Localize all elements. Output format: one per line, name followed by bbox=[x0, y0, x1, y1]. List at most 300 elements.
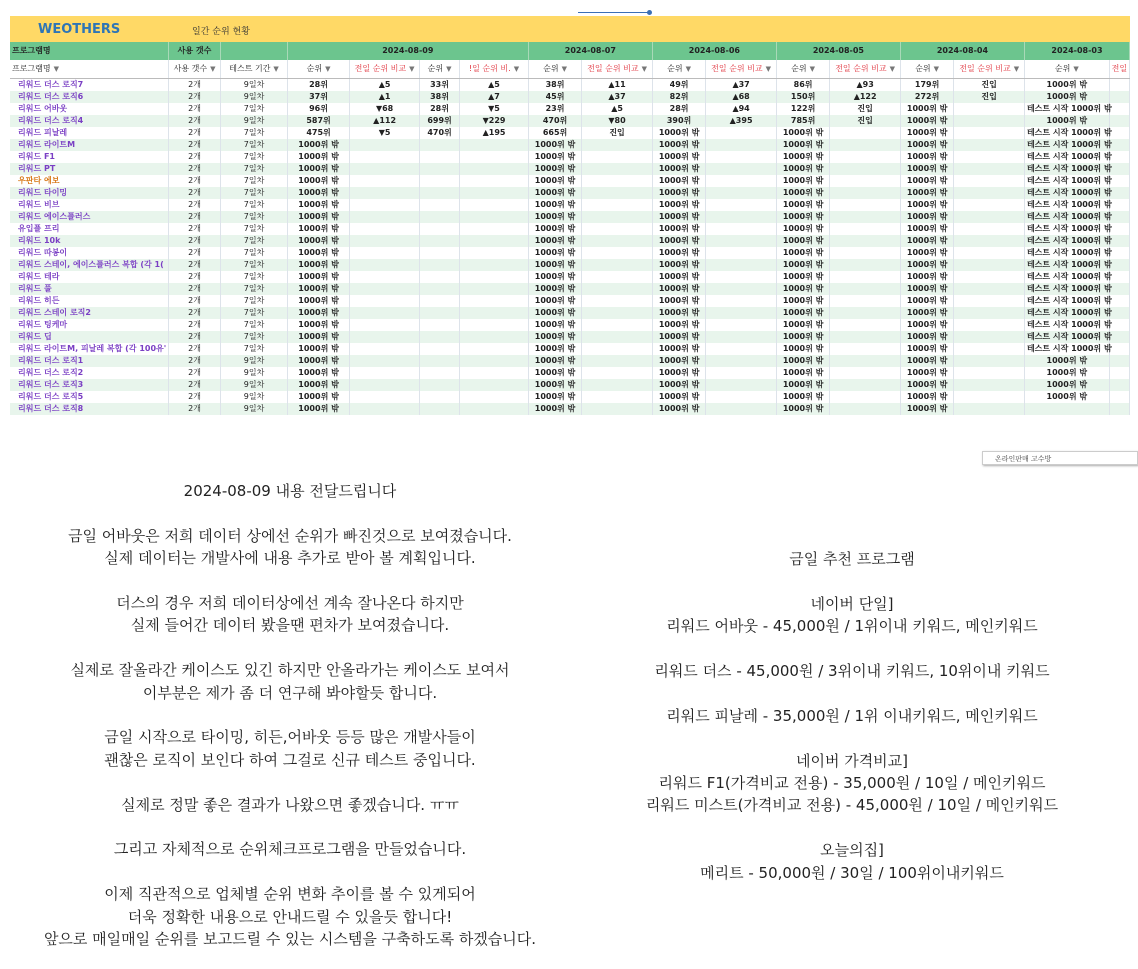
filter-dropdown-icon[interactable]: ▼ bbox=[446, 65, 452, 73]
program-name-cell[interactable]: 리워드 타이밍 bbox=[10, 187, 168, 199]
table-cell[interactable] bbox=[706, 331, 777, 343]
table-cell[interactable] bbox=[460, 343, 529, 355]
table-cell[interactable] bbox=[954, 367, 1025, 379]
table-cell[interactable] bbox=[460, 307, 529, 319]
table-cell[interactable] bbox=[350, 403, 420, 415]
filter-dropdown-icon[interactable]: ▼ bbox=[685, 65, 691, 73]
table-cell[interactable] bbox=[954, 283, 1025, 295]
program-name-cell[interactable]: 리워드 더스 로직5 bbox=[10, 391, 168, 403]
program-name-cell[interactable]: 우판타 에보 bbox=[10, 175, 168, 187]
table-cell[interactable] bbox=[830, 271, 901, 283]
table-cell[interactable] bbox=[419, 367, 459, 379]
table-cell[interactable] bbox=[706, 403, 777, 415]
table-cell[interactable]: 테스트 시작 1000위 밖 bbox=[1024, 151, 1109, 163]
table-cell[interactable]: 1000위 밖 bbox=[900, 163, 953, 175]
table-cell[interactable]: 1000위 밖 bbox=[652, 223, 705, 235]
table-cell[interactable] bbox=[419, 331, 459, 343]
table-cell[interactable]: 1000위 밖 bbox=[652, 151, 705, 163]
table-cell[interactable]: 1000위 밖 bbox=[528, 163, 581, 175]
table-cell[interactable] bbox=[1109, 103, 1129, 115]
table-cell[interactable]: 1000위 밖 bbox=[652, 175, 705, 187]
table-cell[interactable] bbox=[1109, 79, 1129, 92]
table-cell[interactable]: 82위 bbox=[652, 91, 705, 103]
table-cell[interactable]: ▲5 bbox=[582, 103, 653, 115]
table-cell[interactable] bbox=[419, 379, 459, 391]
table-cell[interactable]: 2개 bbox=[168, 79, 220, 92]
table-cell[interactable]: 테스트 시작 1000위 밖 bbox=[1024, 307, 1109, 319]
table-cell[interactable]: 1000위 밖 bbox=[652, 187, 705, 199]
table-cell[interactable]: 1000위 밖 bbox=[1024, 91, 1109, 103]
table-cell[interactable] bbox=[582, 163, 653, 175]
table-cell[interactable]: 1000위 밖 bbox=[776, 223, 829, 235]
table-cell[interactable]: 테스트 시작 1000위 밖 bbox=[1024, 247, 1109, 259]
table-cell[interactable] bbox=[419, 391, 459, 403]
table-cell[interactable]: 7일차 bbox=[221, 151, 288, 163]
table-cell[interactable]: 1000위 밖 bbox=[287, 211, 350, 223]
table-cell[interactable]: 1000위 밖 bbox=[900, 403, 953, 415]
table-cell[interactable]: 1000위 밖 bbox=[776, 187, 829, 199]
table-cell[interactable]: 1000위 밖 bbox=[900, 139, 953, 151]
table-cell[interactable] bbox=[419, 403, 459, 415]
filter-dropdown-icon[interactable]: ▼ bbox=[53, 65, 60, 73]
table-cell[interactable]: 1000위 밖 bbox=[1024, 115, 1109, 127]
table-cell[interactable]: 1000위 밖 bbox=[287, 343, 350, 355]
table-cell[interactable]: 2개 bbox=[168, 307, 220, 319]
column-header[interactable] bbox=[528, 60, 581, 79]
table-cell[interactable]: 1000위 밖 bbox=[900, 187, 953, 199]
table-cell[interactable]: 1000위 밖 bbox=[287, 355, 350, 367]
table-cell[interactable] bbox=[582, 175, 653, 187]
filter-dropdown-icon[interactable]: ▼ bbox=[561, 65, 567, 73]
table-cell[interactable] bbox=[954, 115, 1025, 127]
table-cell[interactable] bbox=[706, 139, 777, 151]
table-cell[interactable]: 테스트 시작 1000위 밖 bbox=[1024, 199, 1109, 211]
table-cell[interactable] bbox=[460, 199, 529, 211]
table-cell[interactable] bbox=[582, 379, 653, 391]
table-cell[interactable]: 1000위 밖 bbox=[528, 295, 581, 307]
table-cell[interactable]: 28위 bbox=[419, 103, 459, 115]
table-cell[interactable]: 1000위 밖 bbox=[652, 295, 705, 307]
table-cell[interactable]: 2개 bbox=[168, 127, 220, 139]
program-name-cell[interactable]: 리워드 라이트M, 피날레 복합 (각 100유' bbox=[10, 343, 168, 355]
table-cell[interactable]: 1000위 밖 bbox=[900, 127, 953, 139]
table-cell[interactable]: 1000위 밖 bbox=[652, 367, 705, 379]
program-name-cell[interactable]: 리워드 더스 로직1 bbox=[10, 355, 168, 367]
table-cell[interactable] bbox=[706, 127, 777, 139]
table-cell[interactable]: 1000위 밖 bbox=[776, 319, 829, 331]
table-cell[interactable] bbox=[460, 391, 529, 403]
table-cell[interactable] bbox=[460, 139, 529, 151]
table-cell[interactable]: 1000위 밖 bbox=[776, 391, 829, 403]
program-name-cell[interactable]: 리워드 피날레 bbox=[10, 127, 168, 139]
table-cell[interactable] bbox=[954, 355, 1025, 367]
table-cell[interactable]: ▲7 bbox=[460, 91, 529, 103]
table-cell[interactable]: 33위 bbox=[419, 79, 459, 92]
program-name-cell[interactable]: 리워드 비브 bbox=[10, 199, 168, 211]
table-cell[interactable]: ▲68 bbox=[706, 91, 777, 103]
filter-dropdown-icon[interactable]: ▼ bbox=[641, 65, 647, 73]
table-cell[interactable]: 1000위 밖 bbox=[652, 307, 705, 319]
table-cell[interactable]: 1000위 밖 bbox=[528, 151, 581, 163]
table-cell[interactable] bbox=[582, 151, 653, 163]
table-cell[interactable] bbox=[954, 211, 1025, 223]
table-cell[interactable]: 1000위 밖 bbox=[900, 283, 953, 295]
program-name-cell[interactable]: 리워드 라이트M bbox=[10, 139, 168, 151]
table-cell[interactable] bbox=[954, 127, 1025, 139]
filter-dropdown-icon[interactable]: ▼ bbox=[933, 65, 940, 73]
table-cell[interactable] bbox=[706, 343, 777, 355]
table-cell[interactable]: 2개 bbox=[168, 331, 220, 343]
table-cell[interactable] bbox=[830, 151, 901, 163]
table-cell[interactable]: 390위 bbox=[652, 115, 705, 127]
table-cell[interactable]: 7일차 bbox=[221, 283, 288, 295]
table-cell[interactable]: 1000위 밖 bbox=[652, 139, 705, 151]
table-cell[interactable]: 1000위 밖 bbox=[652, 355, 705, 367]
table-cell[interactable] bbox=[830, 163, 901, 175]
table-cell[interactable]: 테스트 시작 1000위 밖 bbox=[1024, 175, 1109, 187]
program-name-cell[interactable]: 리워드 F1 bbox=[10, 151, 168, 163]
table-cell[interactable]: 테스트 시작 1000위 밖 bbox=[1024, 235, 1109, 247]
table-cell[interactable] bbox=[830, 367, 901, 379]
program-name-cell[interactable]: 리워드 더스 로직4 bbox=[10, 115, 168, 127]
table-cell[interactable] bbox=[1109, 199, 1129, 211]
table-cell[interactable] bbox=[1109, 127, 1129, 139]
table-cell[interactable]: 1000위 밖 bbox=[776, 355, 829, 367]
table-cell[interactable]: 테스트 시작 1000위 밖 bbox=[1024, 127, 1109, 139]
table-cell[interactable] bbox=[830, 235, 901, 247]
table-cell[interactable] bbox=[582, 391, 653, 403]
table-cell[interactable]: 1000위 밖 bbox=[287, 187, 350, 199]
table-cell[interactable] bbox=[830, 175, 901, 187]
table-cell[interactable] bbox=[350, 295, 420, 307]
table-cell[interactable] bbox=[460, 247, 529, 259]
table-cell[interactable]: ▲37 bbox=[706, 79, 777, 92]
table-cell[interactable]: 1000위 밖 bbox=[287, 271, 350, 283]
table-cell[interactable] bbox=[954, 247, 1025, 259]
table-cell[interactable]: 7일차 bbox=[221, 319, 288, 331]
table-cell[interactable]: ▼229 bbox=[460, 115, 529, 127]
table-cell[interactable] bbox=[460, 259, 529, 271]
column-header[interactable] bbox=[900, 60, 953, 79]
table-cell[interactable]: 1000위 밖 bbox=[652, 319, 705, 331]
table-cell[interactable] bbox=[954, 295, 1025, 307]
table-cell[interactable]: ▲94 bbox=[706, 103, 777, 115]
table-cell[interactable]: 1000위 밖 bbox=[528, 283, 581, 295]
table-cell[interactable] bbox=[706, 295, 777, 307]
table-cell[interactable]: 7일차 bbox=[221, 103, 288, 115]
table-cell[interactable]: 1000위 밖 bbox=[776, 331, 829, 343]
table-cell[interactable]: 테스트 시작 1000위 밖 bbox=[1024, 271, 1109, 283]
table-cell[interactable]: 7일차 bbox=[221, 307, 288, 319]
table-cell[interactable] bbox=[830, 379, 901, 391]
table-cell[interactable] bbox=[582, 247, 653, 259]
table-cell[interactable] bbox=[1109, 307, 1129, 319]
table-cell[interactable] bbox=[830, 223, 901, 235]
table-cell[interactable]: 9일차 bbox=[221, 91, 288, 103]
table-cell[interactable]: 테스트 시작 1000위 밖 bbox=[1024, 331, 1109, 343]
table-cell[interactable]: 38위 bbox=[419, 91, 459, 103]
table-cell[interactable]: 2개 bbox=[168, 319, 220, 331]
program-name-cell[interactable]: 리워드 PT bbox=[10, 163, 168, 175]
table-cell[interactable] bbox=[582, 223, 653, 235]
table-cell[interactable]: 2개 bbox=[168, 367, 220, 379]
program-name-cell[interactable]: 유입플 프리 bbox=[10, 223, 168, 235]
table-cell[interactable] bbox=[830, 211, 901, 223]
table-cell[interactable] bbox=[954, 175, 1025, 187]
table-cell[interactable]: 1000위 밖 bbox=[900, 247, 953, 259]
table-cell[interactable] bbox=[1109, 139, 1129, 151]
table-cell[interactable]: 2개 bbox=[168, 343, 220, 355]
table-cell[interactable]: 272위 bbox=[900, 91, 953, 103]
table-cell[interactable]: 1000위 밖 bbox=[287, 283, 350, 295]
table-cell[interactable] bbox=[830, 139, 901, 151]
table-cell[interactable] bbox=[830, 187, 901, 199]
table-cell[interactable] bbox=[419, 175, 459, 187]
column-header[interactable] bbox=[954, 60, 1025, 79]
table-cell[interactable]: 테스트 시작 1000위 밖 bbox=[1024, 223, 1109, 235]
table-cell[interactable] bbox=[419, 271, 459, 283]
table-cell[interactable] bbox=[350, 235, 420, 247]
table-cell[interactable]: 7일차 bbox=[221, 223, 288, 235]
table-cell[interactable] bbox=[954, 223, 1025, 235]
table-cell[interactable]: 1000위 밖 bbox=[776, 295, 829, 307]
program-name-cell[interactable]: 리워드 스테이 로직2 bbox=[10, 307, 168, 319]
table-cell[interactable]: 1000위 밖 bbox=[287, 163, 350, 175]
table-cell[interactable] bbox=[582, 259, 653, 271]
table-cell[interactable] bbox=[582, 367, 653, 379]
table-cell[interactable] bbox=[706, 319, 777, 331]
column-header[interactable] bbox=[582, 60, 653, 79]
table-cell[interactable] bbox=[350, 391, 420, 403]
table-cell[interactable]: ▲93 bbox=[830, 79, 901, 92]
table-cell[interactable]: 28위 bbox=[652, 103, 705, 115]
filter-dropdown-icon[interactable]: ▼ bbox=[1073, 65, 1079, 73]
table-cell[interactable]: 1000위 밖 bbox=[652, 127, 705, 139]
table-cell[interactable]: 7일차 bbox=[221, 331, 288, 343]
table-cell[interactable]: 587위 bbox=[287, 115, 350, 127]
table-cell[interactable] bbox=[460, 403, 529, 415]
table-cell[interactable] bbox=[954, 199, 1025, 211]
table-cell[interactable]: 1000위 밖 bbox=[652, 259, 705, 271]
table-cell[interactable]: 2개 bbox=[168, 259, 220, 271]
table-cell[interactable]: 2개 bbox=[168, 379, 220, 391]
table-cell[interactable]: 테스트 시작 1000위 밖 bbox=[1024, 187, 1109, 199]
table-cell[interactable]: 1000위 밖 bbox=[287, 403, 350, 415]
table-cell[interactable] bbox=[830, 307, 901, 319]
table-cell[interactable] bbox=[1109, 355, 1129, 367]
table-cell[interactable] bbox=[954, 319, 1025, 331]
table-cell[interactable]: 1000위 밖 bbox=[652, 235, 705, 247]
table-cell[interactable] bbox=[350, 223, 420, 235]
filter-dropdown-icon[interactable]: ▼ bbox=[765, 65, 772, 73]
table-cell[interactable] bbox=[954, 235, 1025, 247]
table-cell[interactable]: 1000위 밖 bbox=[652, 403, 705, 415]
table-cell[interactable]: 7일차 bbox=[221, 199, 288, 211]
table-cell[interactable] bbox=[582, 199, 653, 211]
table-cell[interactable]: 1000위 밖 bbox=[900, 103, 953, 115]
table-cell[interactable] bbox=[419, 187, 459, 199]
table-cell[interactable]: 28위 bbox=[287, 79, 350, 92]
table-cell[interactable] bbox=[460, 295, 529, 307]
table-cell[interactable]: 37위 bbox=[287, 91, 350, 103]
table-cell[interactable]: 1000위 밖 bbox=[528, 247, 581, 259]
table-cell[interactable]: 1000위 밖 bbox=[776, 139, 829, 151]
table-cell[interactable] bbox=[830, 391, 901, 403]
table-cell[interactable] bbox=[1109, 259, 1129, 271]
filter-dropdown-icon[interactable]: ▼ bbox=[273, 65, 279, 73]
table-cell[interactable] bbox=[1109, 295, 1129, 307]
table-cell[interactable]: 1000위 밖 bbox=[528, 175, 581, 187]
table-cell[interactable] bbox=[830, 283, 901, 295]
table-cell[interactable] bbox=[954, 163, 1025, 175]
table-cell[interactable]: 1000위 밖 bbox=[776, 211, 829, 223]
table-cell[interactable] bbox=[582, 403, 653, 415]
table-cell[interactable] bbox=[582, 271, 653, 283]
table-cell[interactable] bbox=[350, 163, 420, 175]
table-cell[interactable]: 9일차 bbox=[221, 367, 288, 379]
table-cell[interactable]: 7일차 bbox=[221, 247, 288, 259]
table-cell[interactable]: 2개 bbox=[168, 151, 220, 163]
table-cell[interactable] bbox=[582, 355, 653, 367]
table-cell[interactable]: 45위 bbox=[528, 91, 581, 103]
table-cell[interactable]: 1000위 밖 bbox=[287, 235, 350, 247]
table-cell[interactable]: 7일차 bbox=[221, 295, 288, 307]
table-cell[interactable] bbox=[419, 211, 459, 223]
table-cell[interactable]: 1000위 밖 bbox=[1024, 355, 1109, 367]
table-cell[interactable] bbox=[1109, 343, 1129, 355]
table-cell[interactable]: 9일차 bbox=[221, 115, 288, 127]
table-cell[interactable]: 1000위 밖 bbox=[528, 235, 581, 247]
program-name-cell[interactable]: 리워드 더스 로직2 bbox=[10, 367, 168, 379]
table-cell[interactable] bbox=[1024, 403, 1109, 415]
table-cell[interactable]: 470위 bbox=[419, 127, 459, 139]
filter-dropdown-icon[interactable]: ▼ bbox=[325, 65, 331, 73]
table-cell[interactable]: 665위 bbox=[528, 127, 581, 139]
table-cell[interactable] bbox=[706, 211, 777, 223]
table-cell[interactable]: 1000위 밖 bbox=[776, 367, 829, 379]
table-cell[interactable] bbox=[419, 295, 459, 307]
table-cell[interactable]: 1000위 밖 bbox=[528, 199, 581, 211]
table-cell[interactable]: 2개 bbox=[168, 391, 220, 403]
table-cell[interactable]: 1000위 밖 bbox=[652, 199, 705, 211]
table-cell[interactable] bbox=[954, 379, 1025, 391]
table-cell[interactable]: 1000위 밖 bbox=[287, 391, 350, 403]
table-cell[interactable]: 1000위 밖 bbox=[776, 247, 829, 259]
table-cell[interactable] bbox=[460, 175, 529, 187]
table-cell[interactable] bbox=[460, 223, 529, 235]
table-cell[interactable]: 1000위 밖 bbox=[652, 331, 705, 343]
program-name-cell[interactable]: 리워드 딥 bbox=[10, 331, 168, 343]
table-cell[interactable]: 1000위 밖 bbox=[900, 223, 953, 235]
table-cell[interactable] bbox=[1109, 163, 1129, 175]
table-cell[interactable] bbox=[830, 199, 901, 211]
table-cell[interactable]: 1000위 밖 bbox=[287, 367, 350, 379]
table-cell[interactable] bbox=[582, 283, 653, 295]
table-cell[interactable]: 9일차 bbox=[221, 355, 288, 367]
table-cell[interactable] bbox=[1109, 211, 1129, 223]
table-cell[interactable] bbox=[460, 211, 529, 223]
table-cell[interactable]: 1000위 밖 bbox=[900, 115, 953, 127]
table-cell[interactable]: 1000위 밖 bbox=[900, 307, 953, 319]
table-cell[interactable]: 7일차 bbox=[221, 127, 288, 139]
table-cell[interactable]: ▼5 bbox=[350, 127, 420, 139]
table-cell[interactable] bbox=[460, 331, 529, 343]
table-cell[interactable]: 2개 bbox=[168, 199, 220, 211]
column-header[interactable] bbox=[652, 60, 705, 79]
column-header[interactable] bbox=[1109, 60, 1129, 79]
table-cell[interactable] bbox=[460, 283, 529, 295]
table-cell[interactable]: 1000위 밖 bbox=[900, 319, 953, 331]
table-cell[interactable]: 9일차 bbox=[221, 379, 288, 391]
table-cell[interactable]: 진입 bbox=[830, 115, 901, 127]
table-cell[interactable] bbox=[582, 235, 653, 247]
table-cell[interactable]: 1000위 밖 bbox=[287, 259, 350, 271]
column-header[interactable] bbox=[221, 60, 288, 79]
program-name-cell[interactable]: 리워드 테라 bbox=[10, 271, 168, 283]
table-cell[interactable] bbox=[350, 271, 420, 283]
column-header[interactable] bbox=[168, 60, 220, 79]
column-header[interactable] bbox=[830, 60, 901, 79]
table-cell[interactable] bbox=[1109, 271, 1129, 283]
table-cell[interactable] bbox=[706, 271, 777, 283]
table-cell[interactable] bbox=[350, 187, 420, 199]
table-cell[interactable]: ▼5 bbox=[460, 103, 529, 115]
table-cell[interactable]: 1000위 밖 bbox=[900, 199, 953, 211]
table-cell[interactable] bbox=[830, 127, 901, 139]
table-cell[interactable]: 2개 bbox=[168, 187, 220, 199]
program-name-cell[interactable]: 리워드 더스 로직7 bbox=[10, 79, 168, 92]
table-cell[interactable] bbox=[419, 235, 459, 247]
table-cell[interactable]: 9일차 bbox=[221, 391, 288, 403]
table-cell[interactable]: ▲195 bbox=[460, 127, 529, 139]
table-cell[interactable]: 2개 bbox=[168, 271, 220, 283]
table-cell[interactable]: 1000위 밖 bbox=[776, 307, 829, 319]
table-cell[interactable]: 테스트 시작 1000위 밖 bbox=[1024, 259, 1109, 271]
table-cell[interactable] bbox=[419, 307, 459, 319]
table-cell[interactable]: 1000위 밖 bbox=[652, 391, 705, 403]
table-cell[interactable] bbox=[350, 283, 420, 295]
table-cell[interactable]: 테스트 시작 1000위 밖 bbox=[1024, 139, 1109, 151]
table-cell[interactable]: 1000위 밖 bbox=[776, 151, 829, 163]
table-cell[interactable]: 7일차 bbox=[221, 235, 288, 247]
table-cell[interactable]: 진입 bbox=[954, 79, 1025, 92]
table-cell[interactable] bbox=[1109, 223, 1129, 235]
table-cell[interactable]: 1000위 밖 bbox=[900, 271, 953, 283]
table-cell[interactable] bbox=[706, 355, 777, 367]
table-cell[interactable] bbox=[582, 331, 653, 343]
table-cell[interactable]: 1000위 밖 bbox=[287, 247, 350, 259]
table-cell[interactable]: 1000위 밖 bbox=[528, 187, 581, 199]
table-cell[interactable]: 2개 bbox=[168, 139, 220, 151]
table-cell[interactable] bbox=[706, 367, 777, 379]
table-cell[interactable]: ▼80 bbox=[582, 115, 653, 127]
program-name-cell[interactable]: 리워드 스테이, 에이스플러스 복합 (각 1( bbox=[10, 259, 168, 271]
table-cell[interactable]: 테스트 시작 1000위 밖 bbox=[1024, 283, 1109, 295]
table-cell[interactable]: 1000위 밖 bbox=[776, 163, 829, 175]
program-name-cell[interactable]: 리워드 풀 bbox=[10, 283, 168, 295]
table-cell[interactable]: 2개 bbox=[168, 91, 220, 103]
table-cell[interactable] bbox=[460, 355, 529, 367]
table-cell[interactable] bbox=[830, 331, 901, 343]
table-cell[interactable] bbox=[582, 139, 653, 151]
table-cell[interactable]: 150위 bbox=[776, 91, 829, 103]
table-cell[interactable]: 7일차 bbox=[221, 259, 288, 271]
table-cell[interactable]: 2개 bbox=[168, 163, 220, 175]
table-cell[interactable]: 1000위 밖 bbox=[900, 235, 953, 247]
table-cell[interactable]: ▲37 bbox=[582, 91, 653, 103]
table-cell[interactable]: 699위 bbox=[419, 115, 459, 127]
table-cell[interactable] bbox=[460, 271, 529, 283]
